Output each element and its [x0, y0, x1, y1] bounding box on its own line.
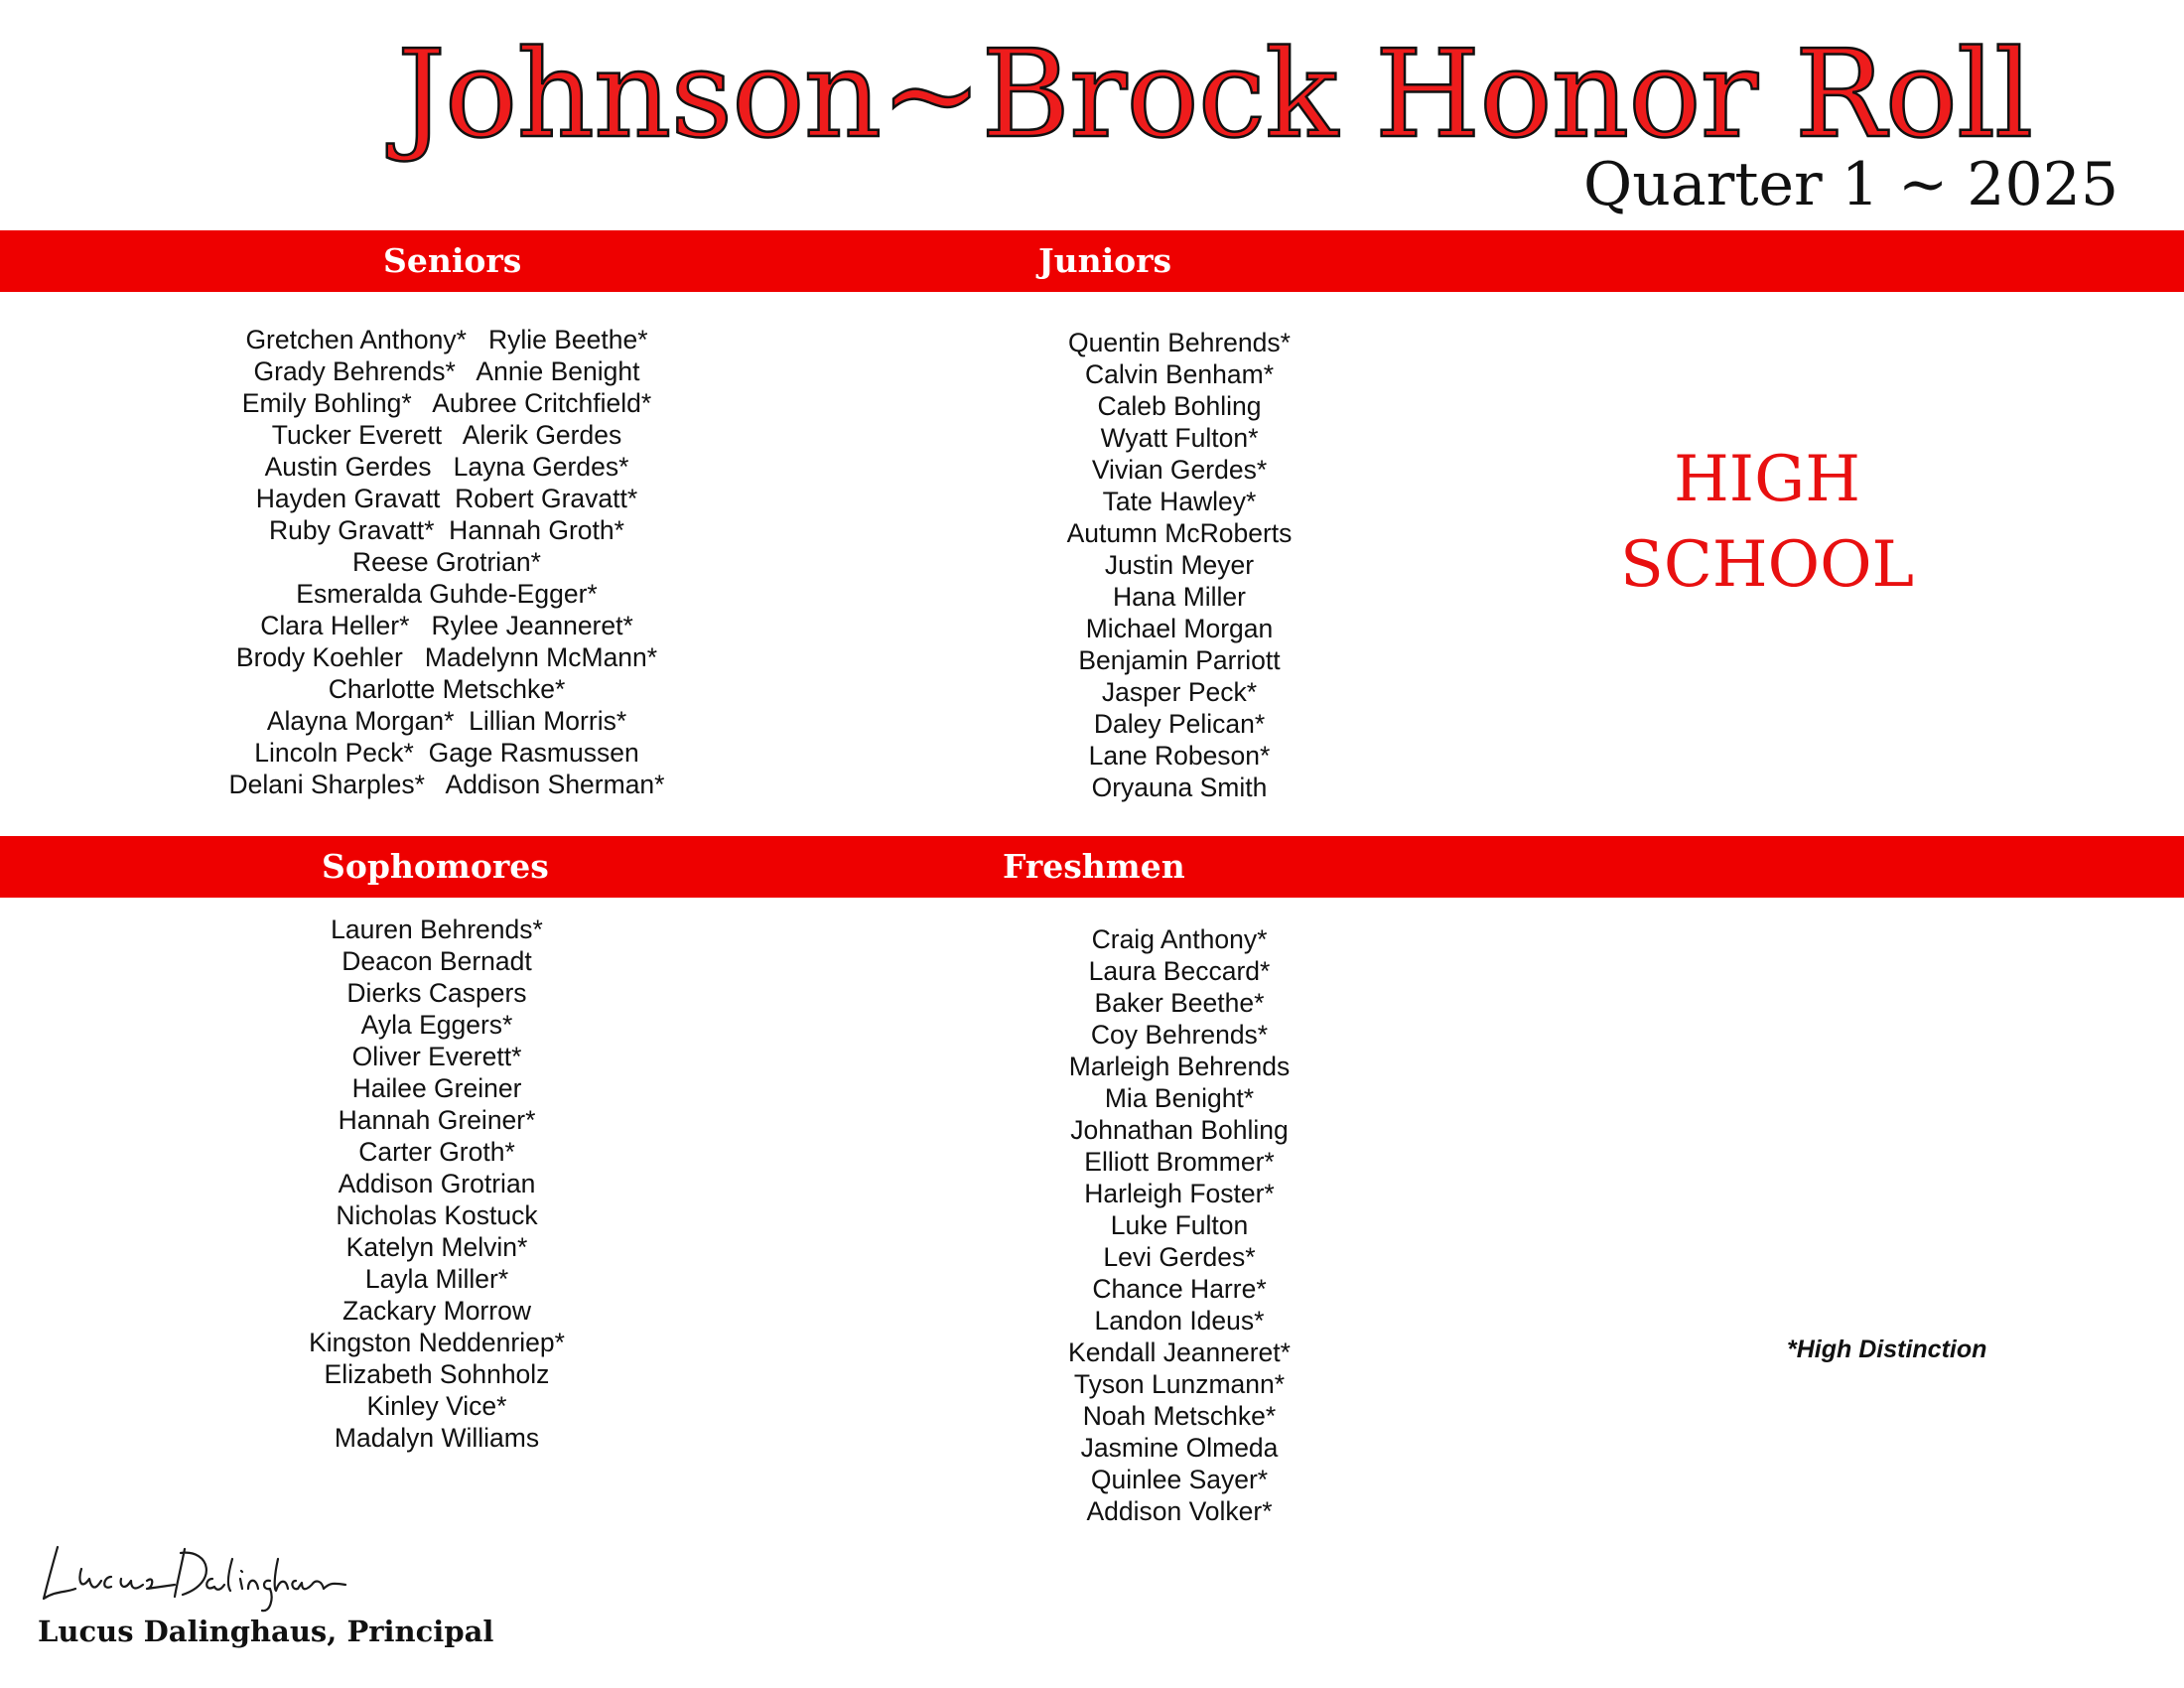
juniors-name-item: Caleb Bohling [1097, 391, 1262, 421]
sophomores-name-item: Lauren Behrends* [331, 914, 543, 944]
sophomores-name-item: Hailee Greiner [351, 1073, 522, 1103]
high-school-line-2: SCHOOL [1619, 528, 1915, 602]
freshmen-name-item: Marleigh Behrends [1068, 1052, 1291, 1081]
seniors-name-item: Delani Sharples* Addison Sherman* [228, 770, 665, 799]
freshmen-name-item: Coy Behrends* [1090, 1020, 1269, 1050]
freshmen-name-item: Landon Ideus* [1094, 1306, 1265, 1336]
freshmen-name-item: Jasmine Olmeda [1080, 1433, 1279, 1463]
sophomores-heading: Sophomores [322, 847, 549, 886]
juniors-heading: Juniors [1038, 241, 1172, 280]
juniors-name-item: Calvin Benham* [1084, 359, 1275, 389]
sophomores-name-item: Oliver Everett* [351, 1042, 522, 1071]
sophomores-name-item: Carter Groth* [358, 1137, 515, 1167]
principal-signature [36, 1539, 353, 1618]
sophomores-name-item: Zackary Morrow [342, 1296, 531, 1326]
juniors-name-item: Michael Morgan [1085, 614, 1274, 643]
freshmen-name-item: Luke Fulton [1110, 1210, 1249, 1240]
juniors-name-item: Tate Hawley* [1102, 487, 1257, 516]
freshmen-name-item: Baker Beethe* [1094, 988, 1265, 1018]
juniors-name-item: Hana Miller [1112, 582, 1246, 612]
juniors-name-item: Justin Meyer [1104, 550, 1255, 580]
sophomores-name-item: Deacon Bernadt [341, 946, 532, 976]
juniors-name-item: Daley Pelican* [1093, 709, 1266, 739]
juniors-list [981, 327, 1378, 803]
high-school-label [1588, 437, 1946, 608]
seniors-name-item: Lincoln Peck* Gage Rasmussen [254, 738, 639, 768]
freshmen-name-item: Harleigh Foster* [1084, 1179, 1275, 1208]
sophomores-name-item: Elizabeth Sohnholz [324, 1359, 550, 1389]
seniors-name-item: Alayna Morgan* Lillian Morris* [266, 706, 627, 736]
sophomores-name-item: Nicholas Kostuck [336, 1200, 538, 1230]
freshmen-list [981, 923, 1378, 1527]
seniors-name-item: Ruby Gravatt* Hannah Groth* [269, 515, 624, 545]
seniors-heading: Seniors [383, 241, 522, 280]
juniors-name-item: Autumn McRoberts [1066, 518, 1293, 548]
sophomores-name-item: Madalyn Williams [334, 1423, 540, 1453]
seniors-name-item: Tucker Everett Alerik Gerdes [271, 420, 622, 450]
seniors-name-item: Clara Heller* Rylee Jeanneret* [260, 611, 633, 640]
seniors-name-item: Reese Grotrian* [351, 547, 541, 577]
freshmen-name-item: Johnathan Bohling [1070, 1115, 1289, 1145]
juniors-name-item: Benjamin Parriott [1078, 645, 1281, 675]
seniors-list [149, 324, 745, 800]
bottom-section-band [0, 836, 2184, 898]
juniors-name-item: Vivian Gerdes* [1091, 455, 1268, 485]
freshmen-name-item: Quinlee Sayer* [1090, 1465, 1269, 1494]
freshmen-name-item: Kendall Jeanneret* [1068, 1337, 1291, 1367]
sophomores-name-item: Addison Grotrian [338, 1169, 536, 1198]
page-title: Johnson~Brock Honor Roll [397, 24, 2033, 165]
juniors-name-item: Lane Robeson* [1088, 741, 1271, 771]
top-section-band [0, 230, 2184, 292]
freshmen-name-item: Elliott Brommer* [1084, 1147, 1275, 1177]
freshmen-name-item: Addison Volker* [1086, 1496, 1273, 1526]
juniors-name-item: Oryauna Smith [1091, 773, 1268, 802]
quarter-subtitle: Quarter 1 ~ 2025 [1583, 150, 2118, 219]
sophomores-list [238, 914, 635, 1454]
freshmen-name-item: Chance Harre* [1092, 1274, 1267, 1304]
freshmen-name-item: Craig Anthony* [1091, 924, 1268, 954]
seniors-name-item: Grady Behrends* Annie Benight [253, 356, 640, 386]
freshmen-name-item: Tyson Lunzmann* [1073, 1369, 1286, 1399]
seniors-name-item: Hayden Gravatt Robert Gravatt* [255, 484, 638, 513]
freshmen-name-item: Laura Beccard* [1088, 956, 1271, 986]
sophomores-name-item: Hannah Greiner* [338, 1105, 536, 1135]
seniors-name-item: Esmeralda Guhde-Egger* [296, 579, 598, 609]
freshmen-name-item: Noah Metschke* [1082, 1401, 1277, 1431]
freshmen-heading: Freshmen [1003, 847, 1185, 886]
seniors-name-item: Austin Gerdes Layna Gerdes* [264, 452, 629, 482]
juniors-name-item: Quentin Behrends* [1068, 328, 1291, 357]
sophomores-name-item: Kinley Vice* [366, 1391, 507, 1421]
high-distinction-footnote: *High Distinction [1787, 1336, 1987, 1363]
sophomores-name-item: Kingston Neddenriep* [309, 1328, 565, 1357]
seniors-name-item: Gretchen Anthony* Rylie Beethe* [245, 325, 648, 354]
sophomores-name-item: Katelyn Melvin* [345, 1232, 528, 1262]
freshmen-name-item: Mia Benight* [1104, 1083, 1255, 1113]
sophomores-name-item: Layla Miller* [364, 1264, 509, 1294]
juniors-name-item: Jasper Peck* [1101, 677, 1258, 707]
seniors-name-item: Charlotte Metschke* [328, 674, 566, 704]
freshmen-name-item: Levi Gerdes* [1103, 1242, 1256, 1272]
high-school-line-1: HIGH [1673, 443, 1861, 516]
juniors-name-item: Wyatt Fulton* [1100, 423, 1259, 453]
seniors-name-item: Emily Bohling* Aubree Critchfield* [241, 388, 652, 418]
principal-name: Lucus Dalinghaus, Principal [38, 1615, 494, 1648]
sophomores-name-item: Dierks Caspers [346, 978, 527, 1008]
seniors-name-item: Brody Koehler Madelynn McMann* [235, 642, 658, 672]
sophomores-name-item: Ayla Eggers* [360, 1010, 513, 1040]
